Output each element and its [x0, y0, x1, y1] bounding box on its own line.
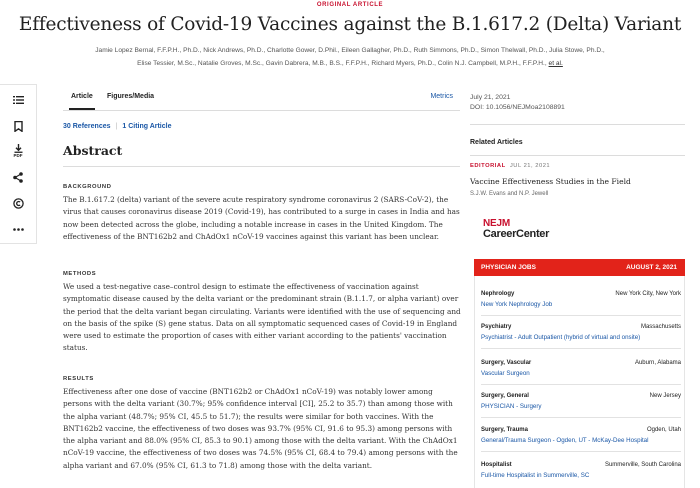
related-date: JUL 21, 2021	[509, 163, 551, 169]
results-label: RESULTS	[63, 376, 94, 382]
meta-divider	[470, 124, 685, 125]
job-location: New Jersey	[649, 393, 681, 399]
article-type-kicker: ORIGINAL ARTICLE	[316, 2, 384, 8]
authors-line-1: Jamie Lopez Bernal, F.F.P.H., Ph.D., Nick Andrews, Ph.D., Charlotte Gower, D.Phil., Eileen Gallagher, Ph.D., Ruth Simmons, Ph.D., Simon Thelwall, Ph.D., Julia Stowe, Ph.D.,	[95, 47, 605, 54]
background-label: BACKGROUND	[63, 184, 112, 190]
job-title-link[interactable]: Psychiatrist - Adult Outpatient (hybrid of virtual and onsite)	[481, 334, 641, 341]
citing-articles-link[interactable]	[122, 123, 171, 130]
job-title-link[interactable]: Vascular Surgeon	[481, 370, 530, 377]
related-article-title[interactable]: Vaccine Effectiveness Studies in the Field	[470, 177, 631, 186]
tab-metrics[interactable]: Metrics	[430, 93, 453, 100]
article-meta	[470, 93, 565, 113]
job-divider	[481, 451, 681, 452]
job-specialty: Surgery, Trauma	[481, 427, 528, 433]
job-specialty: Nephrology	[481, 291, 515, 297]
job-location: Massachusetts	[640, 324, 681, 330]
list-icon[interactable]	[10, 92, 26, 108]
nejm-logo-text: NEJM	[483, 218, 510, 229]
background-text: The B.1.617.2 (delta) variant of the severe acute respiratory syndrome coronavirus 2 (SARS-CoV-2), the virus that causes coronavirus disease 2019 (Covid-19), has contributed to a surge in cases in India and has now been detected across the globe, including a notable increase in cases in the United Kingdom. The effectiveness of the BNT162b2 and ChAdOx1 nCoV-19 vaccines against this variant has been unclear.	[63, 195, 460, 241]
job-list	[474, 276, 685, 488]
background-section	[63, 184, 463, 243]
physician-jobs-date: AUGUST 2, 2021	[626, 264, 677, 271]
references-link[interactable]	[63, 123, 111, 130]
physician-jobs-bar	[474, 259, 685, 276]
abstract-heading: Abstract	[63, 143, 123, 158]
reference-links: 30 References | 1 Citing Article	[63, 123, 172, 130]
job-location: Auburn, Alabama	[634, 360, 681, 366]
article-title: Effectiveness of Covid-19 Vaccines against the B.1.617.2 (Delta) Variant	[18, 14, 682, 35]
tab-figures-media[interactable]: Figures/Media	[107, 93, 155, 100]
job-title-link[interactable]: New York Nephrology Job	[481, 301, 553, 308]
job-title-link[interactable]: Full-time Hospitalist in Summerville, SC	[481, 472, 590, 479]
pdf-label: PDF	[13, 152, 23, 158]
pdf-icon[interactable]	[10, 141, 26, 161]
job-location: Summerville, South Carolina	[604, 462, 681, 468]
article-tabs	[63, 83, 460, 111]
job-title-link[interactable]: General/Trauma Surgeon - Ogden, UT - McKay-Dee Hospital	[481, 437, 649, 444]
related-article-authors: S.J.W. Evans and N.P. Jewell	[470, 191, 549, 197]
related-tag	[470, 163, 550, 169]
editorial-tag: EDITORIAL	[470, 163, 506, 169]
job-specialty: Surgery, General	[481, 393, 529, 399]
job-specialty: Surgery, Vascular	[481, 360, 532, 366]
methods-section	[63, 271, 463, 355]
methods-label: METHODS	[63, 271, 97, 277]
doi[interactable]: DOI: 10.1056/NEJMoa2108891	[470, 104, 565, 111]
citing-label: Citing Article	[128, 123, 172, 130]
tab-article[interactable]: Article	[71, 93, 93, 100]
job-title-link[interactable]: PHYSICIAN - Surgery	[481, 403, 542, 410]
more-icon[interactable]	[10, 221, 26, 237]
careercenter-logo[interactable]	[483, 218, 549, 240]
copyright-icon[interactable]	[10, 195, 26, 211]
publish-date: July 21, 2021	[470, 94, 511, 101]
physician-jobs-label: PHYSICIAN JOBS	[481, 264, 536, 271]
share-toolbar	[0, 84, 37, 244]
author-list	[40, 45, 660, 70]
job-divider	[481, 348, 681, 349]
bookmark-icon[interactable]	[10, 118, 26, 134]
et-al-link[interactable]: et al.	[548, 59, 563, 67]
job-specialty: Psychiatry	[481, 324, 512, 330]
results-text: Effectiveness after one dose of vaccine (BNT162b2 or ChAdOx1 nCoV-19) was notably lower among persons with the delta variant (30.7%; 95% confidence interval [CI], 25.2 to 35.7) than among those with the alpha variant (48.7%; 95% CI, 45.5 to 51.7); the results were similar for both vaccines. With the BNT162b2 vaccine, the effectiveness of two doses was 93.7% (95% CI, 91.6 to 95.3) among persons with the alpha variant and 88.0% (95% CI, 85.3 to 90.1) among those with the delta variant. With the ChAdOx1 nCoV-19 vaccine, the effectiveness of two doses was 74.5% (95% CI, 68.4 to 79.4) among persons with the alpha variant and 67.0% (95% CI, 61.3 to 71.8) among those with the delta variant.	[63, 387, 458, 470]
related-divider	[470, 155, 685, 156]
job-location: New York City, New York	[615, 291, 681, 297]
abstract-divider	[63, 166, 460, 167]
citing-count: 1	[122, 123, 127, 130]
share-icon[interactable]	[10, 169, 26, 185]
results-section	[63, 376, 463, 472]
careercenter-logo-text: CareerCenter	[483, 228, 550, 240]
references-count: 30	[63, 123, 71, 130]
references-label: References	[72, 123, 111, 130]
job-divider	[481, 417, 681, 418]
job-divider	[481, 315, 681, 316]
job-divider	[481, 384, 681, 385]
job-specialty: Hospitalist	[481, 462, 512, 468]
related-articles-heading: Related Articles	[470, 139, 523, 146]
methods-text: We used a test-negative case–control design to estimate the effectiveness of vaccination against symptomatic disease caused by the delta variant or the predominant strain (B.1.1.7, or alpha variant) over the period that the delta variant began circulating. Variants were identified with the use of sequencing and on the basis of the spike (S) gene status. Data on all symptomatic sequenced cases of Covid-19 in England were used to estimate the proportion of cases with either variant according to the patients' vaccination status.	[63, 282, 461, 353]
job-location: Ogden, Utah	[646, 427, 681, 433]
authors-line-2: Elise Tessier, M.Sc., Natalie Groves, M.Sc., Gavin Dabrera, M.B., B.S., F.F.P.H., Richard Myers, Ph.D., Colin N.J. Campbell, M.P.H., F.F.P.H.,	[137, 59, 549, 67]
